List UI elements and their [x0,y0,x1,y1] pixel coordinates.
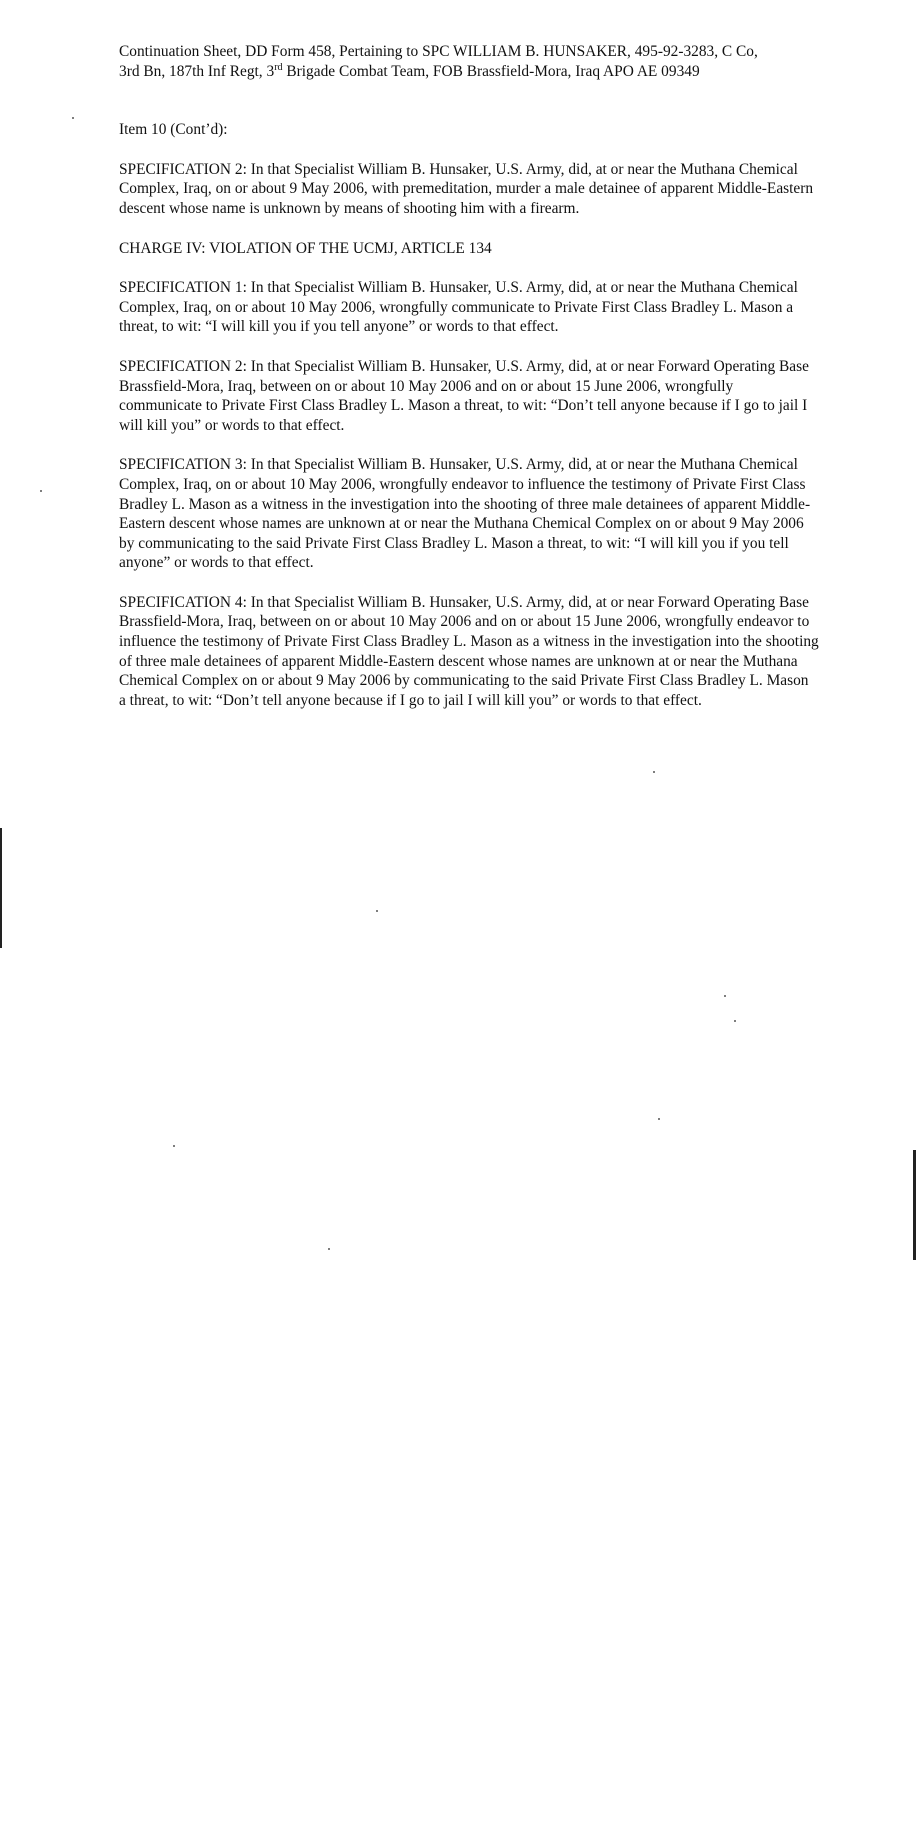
specification-3: SPECIFICATION 3: In that Specialist William B. Hunsaker, U.S. Army, did, at or near the Muthana Chemical Complex, Iraq, on or about 10 May 2006, wrongfully endeavor to influence the testimony of Private First Class Bradley L. Mason as a witness in the investigation into the shooting of three male detainees of apparent Middle-Eastern descent whose names are unknown at or near the Muthana Chemical Complex on or about 9 May 2006 by communicating to the said Private First Class Bradley L. Mason a threat, to wit: “I will kill you if you tell anyone” or words to that effect. [119,456,811,572]
scan-speck [72,117,74,119]
header-line-1: Continuation Sheet, DD Form 458, Pertaining to SPC WILLIAM B. HUNSAKER, 495-92-3283, C Co, [119,43,758,60]
scan-speck [724,995,726,997]
scan-speck [376,910,378,912]
header-line-2-start: 3rd Bn, 187th Inf Regt, 3 [119,62,275,80]
header-line-2 [119,62,819,82]
scan-speck [734,1020,736,1022]
scan-speck [658,1118,660,1120]
header-line-2-end: Brigade Combat Team, FOB Brassfield-Mora, Iraq APO AE 09349 [282,62,700,80]
item-heading: Item 10 (Cont’d): [119,121,228,139]
header-ordinal-suffix: rd [274,61,283,73]
scan-edge-mark-left [0,828,2,948]
scan-speck [653,771,655,773]
specification-2-murder: SPECIFICATION 2: In that Specialist William B. Hunsaker, U.S. Army, did, at or near the Muthana Chemical Complex, Iraq, on or about 9 May 2006, with premeditation, murder a male detainee of apparent Middle-Eastern descent whose name is unknown by means of shooting him with a firearm. [119,160,814,217]
scan-speck [328,1248,330,1250]
charge-iv-heading: CHARGE IV: VIOLATION OF THE UCMJ, ARTICLE 134 [119,239,492,257]
specification-1: SPECIFICATION 1: In that Specialist William B. Hunsaker, U.S. Army, did, at or near the Muthana Chemical Complex, Iraq, on or about 10 May 2006, wrongfully communicate to Private First Class Bradley L. Mason a threat, to wit: “I will kill you if you tell anyone” or words to that effect. [119,279,798,336]
scan-edge-mark-right [913,1150,916,1260]
scan-speck [173,1145,175,1147]
continuation-header [119,42,819,81]
specification-4: SPECIFICATION 4: In that Specialist William B. Hunsaker, U.S. Army, did, at or near Forward Operating Base Brassfield-Mora, Iraq, between on or about 10 May 2006 and on or about 15 June 2006, wrongfully endeavor to influence the testimony of Private First Class Bradley L. Mason as a witness in the investigation into the shooting of three male detainees of apparent Middle-Eastern descent whose names are unknown at or near the Muthana Chemical Complex on or about 9 May 2006 by communicating to the said Private First Class Bradley L. Mason a threat, to wit: “Don’t tell anyone because if I go to jail I will kill you” or words to that effect. [119,593,819,709]
document-body [119,42,819,710]
scan-speck [40,490,42,492]
specification-2: SPECIFICATION 2: In that Specialist William B. Hunsaker, U.S. Army, did, at or near Forward Operating Base Brassfield-Mora, Iraq, between on or about 10 May 2006 and on or about 15 June 2006, wrongfully communicate to Private First Class Bradley L. Mason a threat, to wit: “Don’t tell anyone because if I go to jail I will kill you” or words to that effect. [119,357,809,434]
